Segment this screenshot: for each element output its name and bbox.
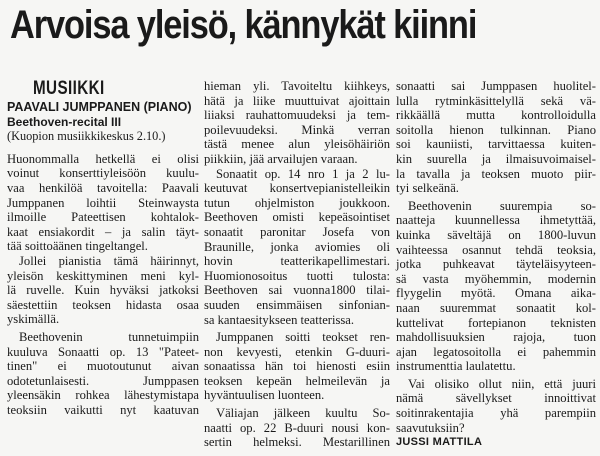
text-line: vaa henkilöä tavoitella: Paavali (7, 180, 199, 195)
text-line: yleensäkin rohkea lähestymistapa (7, 388, 199, 403)
text-line: tutun ohjelmiston joukkoon. (204, 195, 390, 210)
text-line: instrumenttia laulatettu. (396, 359, 516, 374)
article-column-1 (7, 100, 199, 417)
text-line: Beethoven omisti kepeäsointiset (204, 210, 390, 225)
article-column-2 (204, 79, 390, 450)
text-line: ajan legatosoitolla ei pahemmin (396, 344, 596, 359)
section-label: MUSIIKKI (33, 78, 105, 99)
recital-title: Beethoven-recital III (7, 114, 122, 129)
text-line: ilmoille Pateettisen kohtalok- (7, 210, 199, 225)
text-line: Beethoven sai vuonna1800 tilai- (204, 283, 390, 298)
text-line: vaihteessa osannut tehdä teoksia, (396, 242, 596, 257)
text-line: naatti op. 22 B-duuri nousi kon- (204, 420, 390, 435)
venue: (Kuopion musiikkikeskus 2.10.) (7, 129, 166, 144)
text-line: odotetunlaisesti. Jumppasen (7, 373, 199, 388)
performer: PAAVALI JUMPPANEN (PIANO) (7, 100, 192, 114)
text-line: yleisön keskittyminen meni kyl- (7, 268, 199, 283)
text-line: piikkiin, jää arvailujen varaan. (204, 151, 358, 166)
text-line: Huomionosoitus tuotti tulosta: (204, 268, 390, 283)
text-line: kuttelivat fortepianon teknisten (396, 315, 596, 330)
text-line: hätä ja liike muuttuivat ajoittain (204, 93, 390, 108)
text-line: kuuluva Sonaatti op. 13 "Pateet- (7, 344, 199, 359)
text-line: flyygelin myötä. Omana aika- (396, 286, 596, 301)
text-line: nämä sävellykset innoittivat (396, 391, 596, 406)
text-line: sonaatissa hän toi hienosti esiin (204, 359, 390, 374)
text-line: Vai olisiko ollut niin, että juuri (408, 376, 596, 391)
text-line: Beethovenin tunnetuimpiin (19, 329, 199, 344)
text-line: sertin helmeksi. Mestarillinen (204, 435, 390, 450)
text-line: rikkäällä mutta kontrolloidulla (396, 108, 596, 123)
text-line: hieman yli. Tavoiteltu kiihkeys, (204, 79, 390, 93)
headline: Arvoisa yleisö, kännykät kiinni (10, 3, 477, 47)
text-line: Sonaatit op. 14 nro 1 ja 2 lu- (216, 166, 390, 181)
text-line: sa kantaesitykseen teatterissa. (204, 312, 355, 327)
text-line: lä ruvelle. Kuin hyväksi jatkoksi (7, 283, 199, 298)
text-line: kin suurella ja ilmaisuvoimaisel- (396, 151, 596, 166)
text-line: soitolla hienon tulkinnan. Piano (396, 122, 596, 137)
text-line: Jollei pianistia tämä häirinnyt, (19, 253, 199, 268)
text-line: kaat ensiakordit – ja salin täyt- (7, 224, 199, 239)
text-line: Jumppanen soitti teokset ren- (216, 330, 390, 345)
text-line: keutuvat konsertvepianistelleikin (204, 181, 390, 196)
text-line: jotka puhkeavat täyteläisyyteen- (396, 257, 596, 272)
text-line: Väliajan jälkeen kuultu So- (216, 406, 390, 421)
text-line: voinut konserttiyleisöön kuulu- (7, 166, 199, 181)
text-line: sonaatit paronitar Josefa von (204, 224, 390, 239)
byline: JUSSI MATTILA (396, 436, 483, 449)
text-line: poilevuudeksi. Minkä verran (204, 122, 390, 137)
text-line: säestettiin teoksen hidasta osaa (7, 297, 199, 312)
text-line: mahdollisuuksien rajoja, tuon (396, 330, 596, 345)
text-line: non kevyesti, etenkin G-duuri- (204, 344, 390, 359)
text-line: naan suuremmat sonaatit kol- (396, 300, 596, 315)
text-line: naatteja kuunnellessa ihmetyttää, (396, 213, 596, 228)
text-line: soitinrakentajia yhä parempiin (396, 406, 596, 421)
text-line: teoksen kepeän helmeilevän ja (204, 373, 390, 388)
text-line: liiaksi rauhattomuudeksi ja tem- (204, 108, 390, 123)
text-line: tää soittoäänen tingeltangel. (7, 239, 148, 254)
text-line: Jumppanen loihtii Steinwaysta (7, 195, 199, 210)
text-line: tyi selkeänä. (396, 181, 459, 196)
text-line: kuinka säveltäjä on 1800-luvun (396, 227, 596, 242)
text-line: tästä menee alun yleisöhäiriön (204, 137, 390, 152)
text-line: teoksiin vaikutti nyt kaatuvan (7, 402, 199, 417)
text-line: suuden ensimmäisen sinfonian- (204, 297, 390, 312)
text-line: hyväntuulisen luonteen. (204, 388, 325, 403)
text-line: hovin teatterikapellimestari. (204, 254, 390, 269)
text-line: Beethovenin suurempia so- (408, 198, 596, 213)
text-line: sä vasta myöhemmin, modernin (396, 271, 596, 286)
text-line: Braunille, jonka aviomies oli (204, 239, 390, 254)
text-line: tinen" ei muotoutunut aivan (7, 359, 199, 374)
article-column-3 (396, 79, 596, 450)
text-line: lulla rytminkäsittelyllä sekä vä- (396, 93, 596, 108)
text-line: sonaatti sai Jumppasen huolitel- (396, 79, 596, 93)
text-line: yskimällä. (7, 312, 60, 327)
text-line: la tavalla ja teoksen muoto piir- (396, 166, 596, 181)
text-line: soi kauniisti, tarvittaessa kuiten- (396, 137, 596, 152)
text-line: saavutuksiin? (396, 420, 465, 435)
text-line: Huonommalla hetkellä ei olisi (7, 151, 199, 166)
